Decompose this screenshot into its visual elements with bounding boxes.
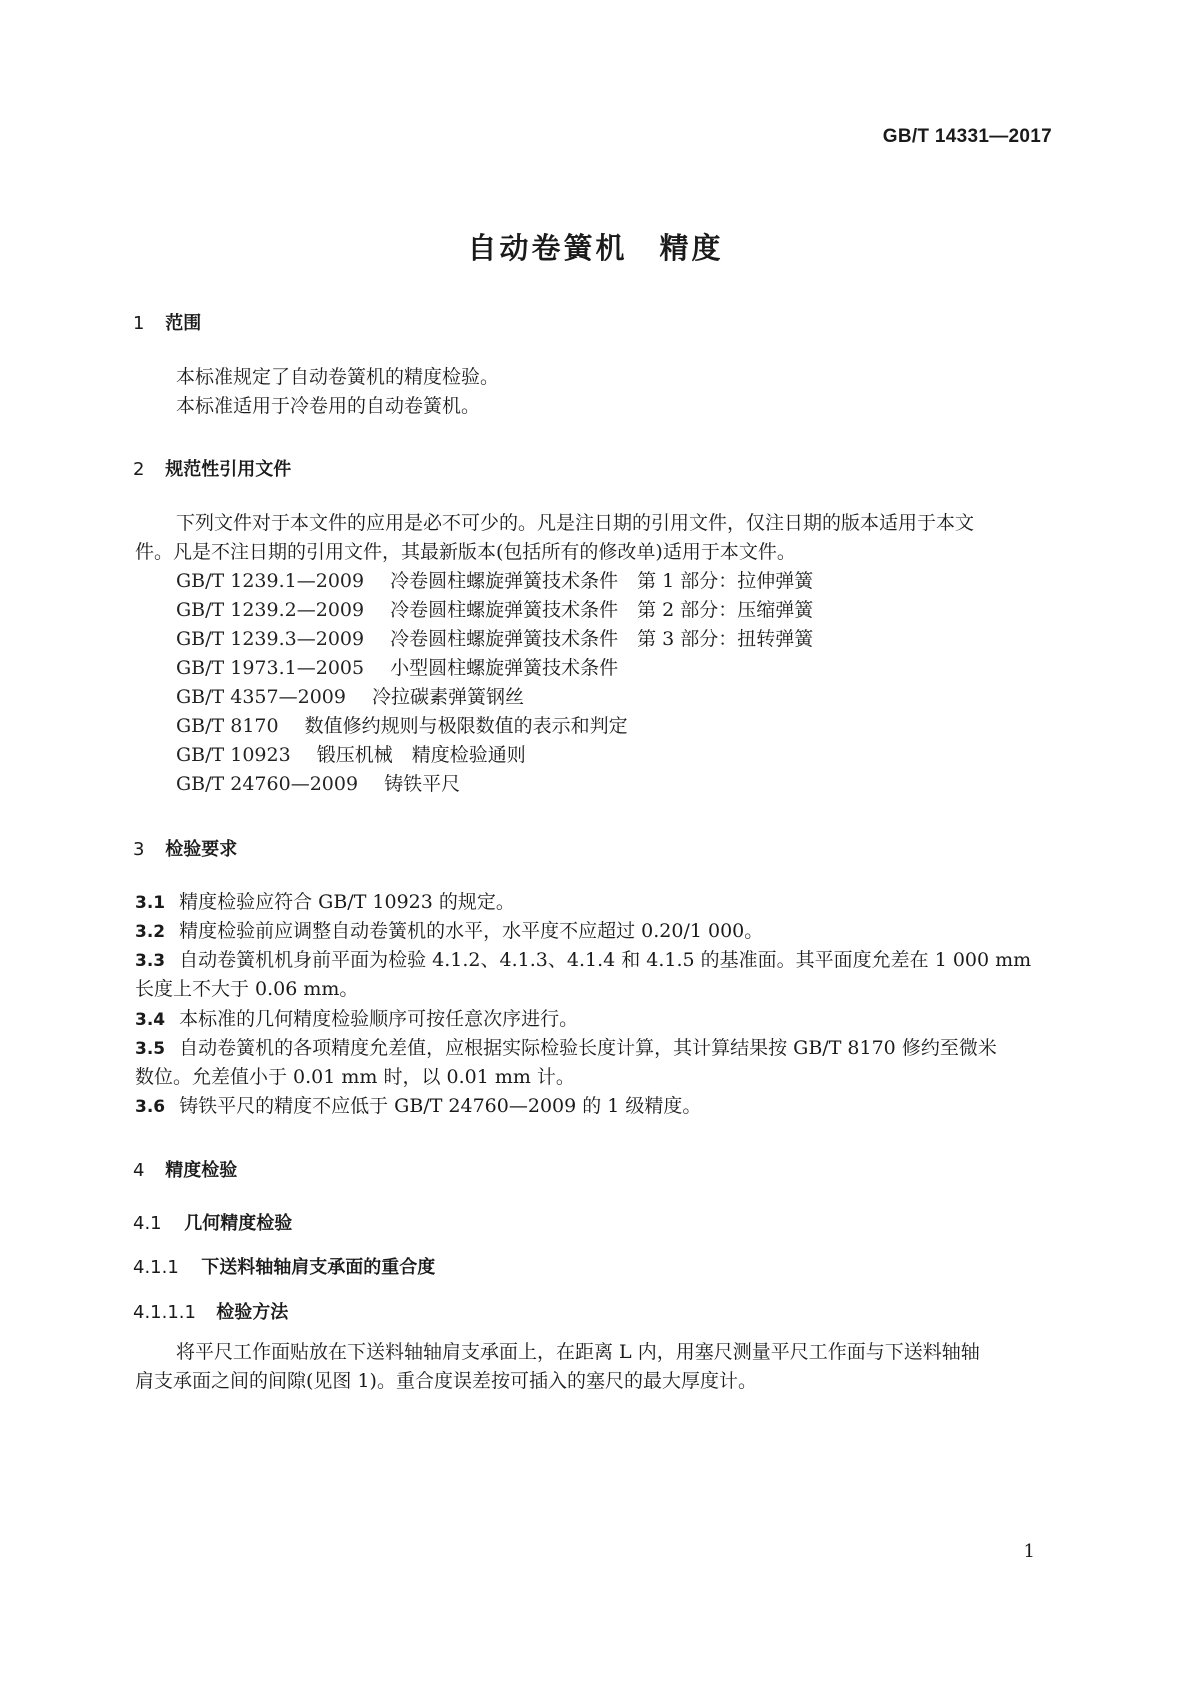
section-number: 4.1.1.1	[133, 1302, 196, 1323]
subsection-4-1-1-heading	[133, 1253, 435, 1279]
clause-3-6	[135, 1097, 701, 1116]
section-number: 3	[133, 839, 145, 860]
reference-title: 冷拉碳素弹簧钢丝	[371, 686, 524, 708]
paragraph: 件。凡是不注日期的引用文件，其最新版本(包括所有的修改单)适用于本文件。	[135, 541, 796, 563]
reference-item	[176, 688, 524, 707]
reference-code: GB/T 1239.1—2009	[176, 570, 365, 592]
reference-title: 小型圆柱螺旋弹簧技术条件	[390, 657, 619, 679]
reference-code: GB/T 24760—2009	[176, 773, 359, 795]
clause-continuation: 数位。允差值小于 0.01 mm 时，以 0.01 mm 计。	[135, 1066, 575, 1088]
section-2-heading	[133, 455, 291, 481]
section-number: 4.1	[133, 1213, 162, 1234]
reference-code: GB/T 4357—2009	[176, 686, 346, 708]
reference-code: GB/T 8170	[176, 715, 279, 737]
clause-text: 自动卷簧机的各项精度允差值，应根据实际检验长度计算，其计算结果按 GB/T 8170 修约至微米	[179, 1037, 997, 1059]
reference-title: 铸铁平尺	[384, 773, 461, 795]
clause-text: 精度检验前应调整自动卷簧机的水平，水平度不应超过 0.20/1 000。	[179, 920, 764, 942]
reference-item	[176, 630, 813, 649]
section-4-heading	[133, 1156, 237, 1182]
section-number: 1	[133, 313, 145, 334]
document-title: 自动卷簧机 精度	[467, 231, 724, 265]
paragraph: 本标准适用于冷卷用的自动卷簧机。	[176, 395, 481, 417]
clause-number: 3.5	[135, 1039, 166, 1059]
section-title: 规范性引用文件	[165, 459, 292, 480]
subsection-4-1-1-1-heading	[133, 1298, 288, 1324]
clause-3-4	[135, 1010, 578, 1029]
page-number: 1	[1023, 1541, 1035, 1562]
standard-code: GB/T 14331—2017	[882, 126, 1052, 147]
section-number: 4.1.1	[133, 1257, 179, 1278]
reference-item	[176, 572, 813, 591]
reference-item	[176, 601, 813, 620]
section-title: 几何精度检验	[184, 1213, 293, 1234]
clause-number: 3.1	[135, 893, 166, 913]
clause-text: 铸铁平尺的精度不应低于 GB/T 24760—2009 的 1 级精度。	[179, 1095, 702, 1117]
section-title: 下送料轴轴肩支承面的重合度	[201, 1257, 436, 1278]
reference-title: 冷卷圆柱螺旋弹簧技术条件 第 3 部分：扭转弹簧	[390, 628, 814, 650]
clause-3-5	[135, 1039, 997, 1058]
section-number: 2	[133, 459, 145, 480]
reference-title: 锻压机械 精度检验通则	[316, 744, 526, 766]
reference-code: GB/T 1239.2—2009	[176, 599, 365, 621]
reference-item	[176, 775, 460, 794]
section-title: 检验要求	[165, 839, 238, 860]
section-1-heading	[133, 309, 201, 335]
section-title: 精度检验	[165, 1160, 238, 1181]
clause-3-3	[135, 951, 1031, 970]
clause-continuation: 长度上不大于 0.06 mm。	[135, 978, 359, 1000]
reference-code: GB/T 1239.3—2009	[176, 628, 365, 650]
clause-number: 3.3	[135, 951, 166, 971]
clause-3-1	[135, 893, 515, 912]
subsection-4-1-heading	[133, 1209, 292, 1235]
reference-code: GB/T 1973.1—2005	[176, 657, 365, 679]
clause-number: 3.4	[135, 1010, 166, 1030]
clause-text: 本标准的几何精度检验顺序可按任意次序进行。	[179, 1008, 579, 1030]
paragraph: 将平尺工作面贴放在下送料轴轴肩支承面上，在距离 L 内，用塞尺测量平尺工作面与下送料轴轴	[176, 1341, 980, 1363]
reference-title: 数值修约规则与极限数值的表示和判定	[304, 715, 628, 737]
section-title: 范围	[165, 313, 202, 334]
clause-number: 3.6	[135, 1097, 166, 1117]
reference-item	[176, 717, 628, 736]
section-title: 检验方法	[216, 1302, 289, 1323]
reference-item	[176, 659, 618, 678]
paragraph: 本标准规定了自动卷簧机的精度检验。	[176, 366, 500, 388]
reference-title: 冷卷圆柱螺旋弹簧技术条件 第 1 部分：拉伸弹簧	[390, 570, 814, 592]
paragraph: 下列文件对于本文件的应用是必不可少的。凡是注日期的引用文件，仅注日期的版本适用于本文	[176, 512, 975, 534]
reference-title: 冷卷圆柱螺旋弹簧技术条件 第 2 部分：压缩弹簧	[390, 599, 814, 621]
paragraph: 肩支承面之间的间隙(见图 1)。重合度误差按可插入的塞尺的最大厚度计。	[135, 1370, 757, 1392]
clause-text: 自动卷簧机机身前平面为检验 4.1.2、4.1.3、4.1.4 和 4.1.5 的基准面。其平面度允差在 1 000 mm	[179, 949, 1032, 971]
clause-text: 精度检验应符合 GB/T 10923 的规定。	[179, 891, 515, 913]
reference-item	[176, 746, 526, 765]
clause-3-2	[135, 922, 763, 941]
reference-code: GB/T 10923	[176, 744, 291, 766]
section-number: 4	[133, 1160, 145, 1181]
section-3-heading	[133, 835, 237, 861]
clause-number: 3.2	[135, 922, 166, 942]
